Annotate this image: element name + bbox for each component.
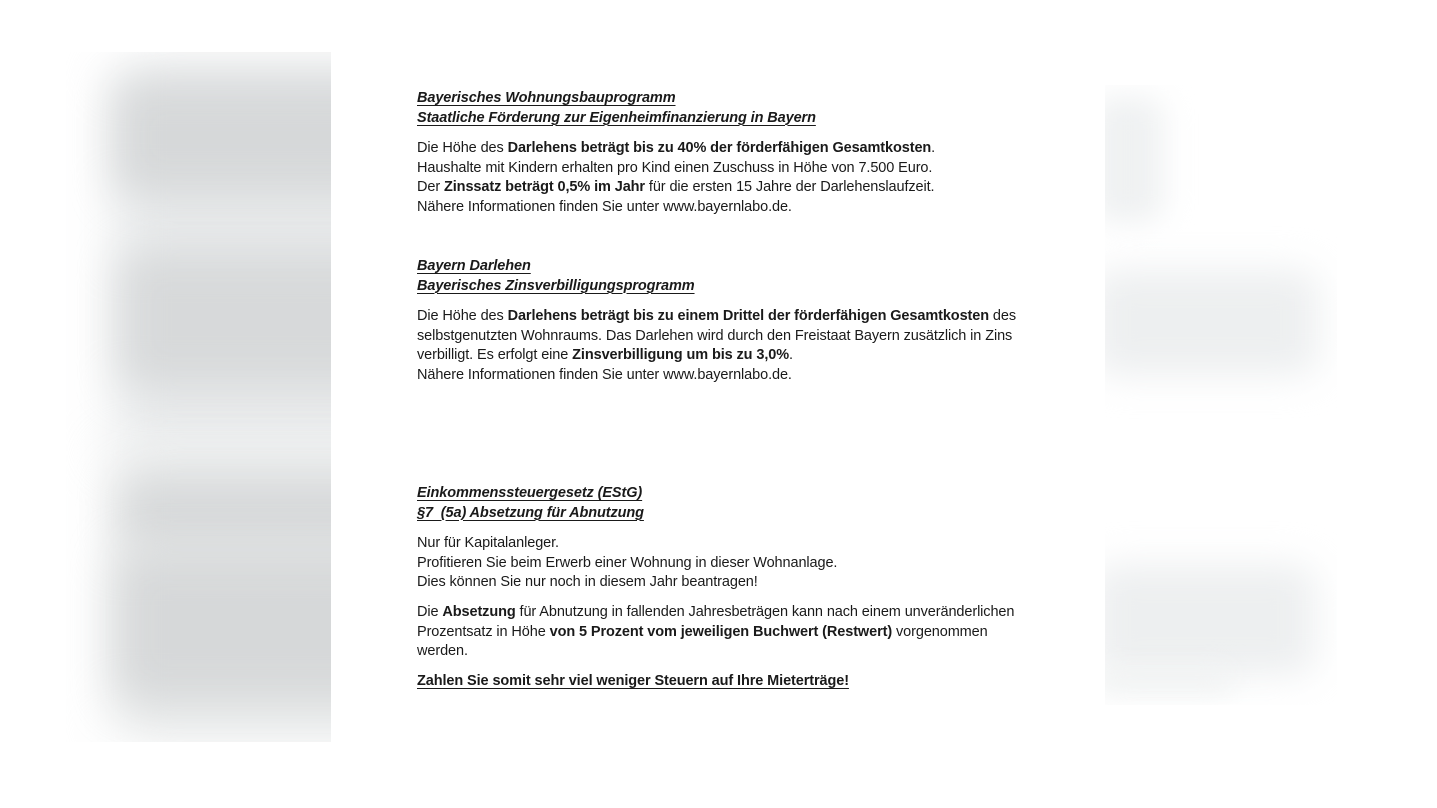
blur-blob xyxy=(116,552,331,702)
heading-line: Staatliche Förderung zur Eigenheimfinanzierung in Bayern xyxy=(417,109,816,126)
blur-blob xyxy=(121,476,331,546)
blurred-page-left xyxy=(66,52,331,742)
paragraph xyxy=(417,603,1017,662)
text-line: Der Zinssatz beträgt 0,5% im Jahr für die ersten 15 Jahre der Darlehenslaufzeit. xyxy=(417,179,935,195)
text-line: Nur für Kapitalanleger. xyxy=(417,535,559,551)
paragraph xyxy=(417,307,1017,385)
blur-blob xyxy=(1105,565,1315,675)
blur-blob xyxy=(1105,97,1163,222)
paragraph xyxy=(417,534,1017,593)
section-einkommenssteuergesetz xyxy=(417,484,1017,692)
emphasis-line xyxy=(417,672,1017,692)
blur-blob xyxy=(121,252,331,387)
text-line: Profitieren Sie beim Erwerb einer Wohnung in dieser Wohnanlage. xyxy=(417,554,838,571)
text-line: selbstgenutzten Wohnraums. Das Darlehen wird durch den Freistaat Bayern zusätzlich in Zins xyxy=(417,327,1013,344)
text-line: Die Höhe des Darlehens beträgt bis zu 40% der förderfähigen Gesamtkosten. xyxy=(417,140,936,156)
blur-blob xyxy=(116,80,331,195)
heading-line: §7 (5a) Absetzung für Abnutzung xyxy=(417,504,644,521)
heading-line: Bayerisches Zinsverbilligungsprogramm xyxy=(417,277,695,294)
heading-line: Bayerisches Wohnungsbauprogramm xyxy=(417,90,676,106)
text-line: Die Höhe des Darlehens beträgt bis zu einem Drittel der förderfähigen Gesamtkosten des xyxy=(417,308,1016,324)
text-line: Dies können Sie nur noch in diesem Jahr beantragen! xyxy=(417,574,758,590)
text-line: Die Absetzung für Abnutzung in fallenden Jahresbeträgen kann nach einem unveränderlichen xyxy=(417,604,1015,620)
section-bayern-darlehen xyxy=(417,257,1017,385)
blurred-page-right xyxy=(1105,85,1337,705)
blur-blob xyxy=(114,64,331,456)
text-line: Nähere Informationen finden Sie unter www.bayernlabo.de. xyxy=(417,366,792,383)
text-line: Prozentsatz in Höhe von 5 Prozent vom jeweiligen Buchwert (Restwert) vorgenommen xyxy=(417,623,988,640)
section-heading xyxy=(417,89,1017,128)
text-line: Zahlen Sie somit sehr viel weniger Steuern auf Ihre Mieterträge! xyxy=(417,673,849,689)
text-line: verbilligt. Es erfolgt eine Zinsverbilligung um bis zu 3,0%. xyxy=(417,347,793,363)
section-heading xyxy=(417,484,1017,523)
paragraph xyxy=(417,139,1017,217)
blur-blob xyxy=(1105,670,1233,692)
section-bayerisches-wohnungsbauprogramm xyxy=(417,89,1017,217)
blur-blob xyxy=(1105,270,1318,375)
text-line: werden. xyxy=(417,643,468,659)
blur-blob xyxy=(114,450,331,740)
text-line: Haushalte mit Kindern erhalten pro Kind einen Zuschuss in Höhe von 7.500 Euro. xyxy=(417,159,933,176)
heading-line: Bayern Darlehen xyxy=(417,258,531,274)
section-heading xyxy=(417,257,1017,296)
text-line: Nähere Informationen finden Sie unter www.bayernlabo.de. xyxy=(417,198,792,215)
document-content xyxy=(417,89,1017,692)
heading-line: Einkommenssteuergesetz (EStG) xyxy=(417,485,643,501)
